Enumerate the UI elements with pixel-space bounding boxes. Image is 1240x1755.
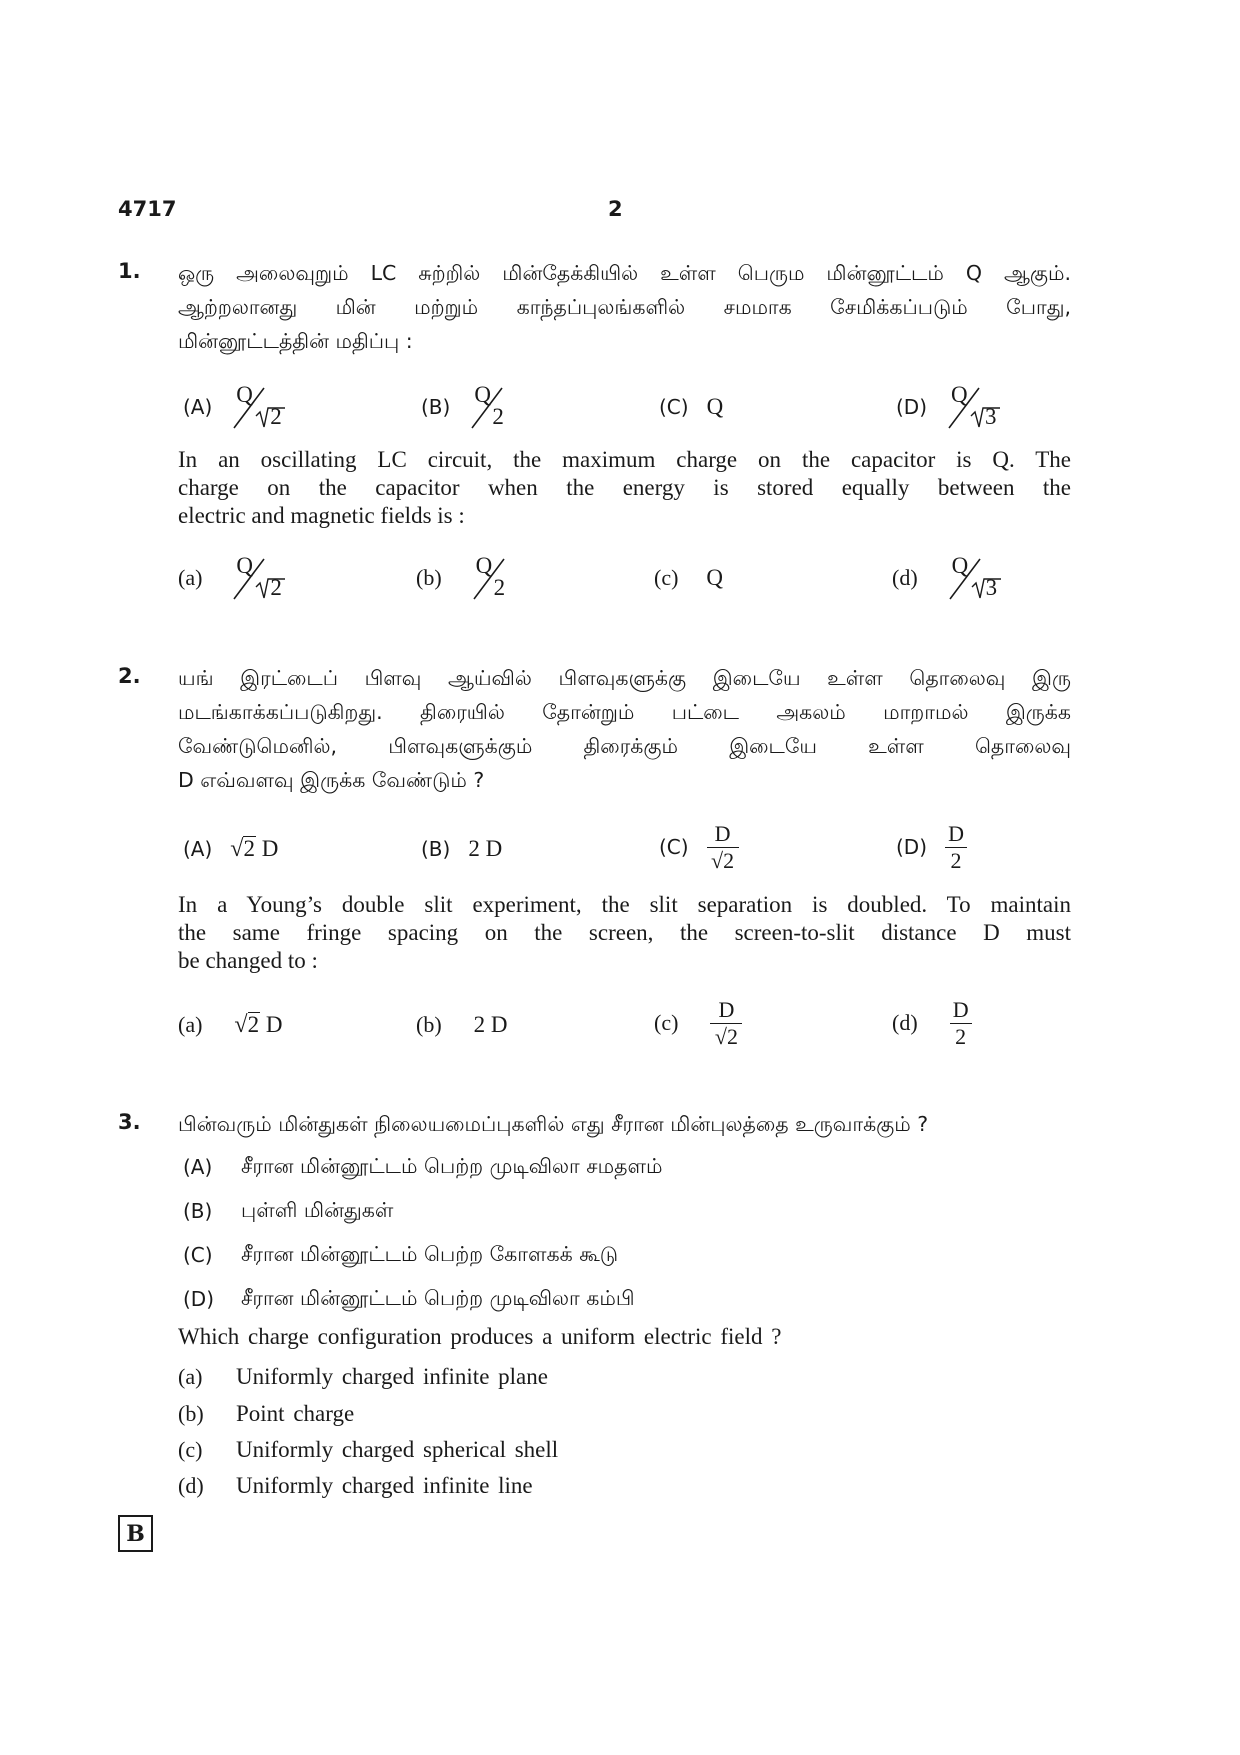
vertical-fraction: D √2: [710, 998, 742, 1049]
option-label: (a): [178, 1012, 203, 1037]
text-line: வேண்டுமெனில், பிளவுகளுக்கும் திரைக்கும் இடையே உள்ள தொலைவு: [178, 734, 1071, 758]
option-b[interactable]: [183, 1194, 393, 1228]
option-label: (c): [654, 565, 679, 590]
option-label: (d): [892, 1010, 918, 1035]
option-text: Uniformly charged infinite line: [236, 1473, 533, 1498]
option-label: (D): [896, 835, 928, 859]
option-c[interactable]: [183, 1238, 618, 1272]
option-label: (C): [183, 1243, 213, 1267]
option-d[interactable]: [178, 1469, 533, 1503]
option-d[interactable]: [896, 382, 1003, 432]
option-a[interactable]: [183, 1150, 662, 1184]
text-line: charge on the capacitor when the energy is stored equally between the: [178, 475, 1071, 500]
option-text: Uniformly charged infinite plane: [236, 1364, 548, 1389]
option-b[interactable]: [421, 382, 526, 432]
text-line: மின்னூட்டத்தின் மதிப்பு :: [178, 329, 413, 353]
option-text: புள்ளி மின்துகள்: [241, 1197, 394, 1222]
option-b[interactable]: [178, 1397, 354, 1431]
text-line: ஒரு அலைவுறும் LC சுற்றில் மின்தேக்கியில் உள்ள பெரும மின்னூட்டம் Q ஆகும்.: [178, 261, 1071, 285]
question-1-english: [178, 446, 1071, 530]
option-b[interactable]: [416, 553, 528, 603]
slash-fraction: Q 2: [230, 382, 288, 432]
question-1-tamil: [178, 256, 1071, 358]
question-number: 2.: [118, 664, 141, 688]
text-line: electric and magnetic fields is :: [178, 503, 465, 528]
booklet-series-box: B: [118, 1515, 153, 1552]
option-value: Q: [706, 565, 724, 590]
option-label: (b): [416, 1012, 442, 1037]
option-label: (d): [892, 565, 918, 590]
option-d[interactable]: [892, 553, 1004, 603]
text-line: be changed to :: [178, 948, 318, 973]
slash-fraction: Q 2: [475, 553, 506, 600]
text-line: Which charge configuration produces a uniform electric field ?: [178, 1324, 782, 1349]
question-3-tamil: பின்வரும் மின்துகள் நிலையமைப்புகளில் எது சீரான மின்புலத்தை உருவாக்கும் ?: [178, 1112, 929, 1136]
option-label: (d): [178, 1473, 204, 1498]
option-b[interactable]: [421, 824, 502, 874]
text-line: யங் இரட்டைப் பிளவு ஆய்வில் பிளவுகளுக்கு இடையே உள்ள தொலைவு இரு: [178, 666, 1071, 690]
paper-code: 4717: [118, 197, 177, 221]
option-value: 2 D: [468, 836, 503, 861]
question-2-english: [178, 891, 1071, 975]
text-line: மடங்காக்கப்படுகிறது. திரையில் தோன்றும் பட்டை அகலம் மாறாமல் இருக்க: [178, 700, 1071, 724]
option-c[interactable]: [659, 822, 739, 872]
option-c[interactable]: [659, 382, 723, 432]
option-label: (D): [896, 395, 928, 419]
option-d[interactable]: [183, 1282, 635, 1316]
text-line: D எவ்வளவு இருக்க வேண்டும் ?: [178, 768, 485, 792]
option-label: (C): [659, 395, 689, 419]
option-label: (c): [178, 1437, 203, 1462]
option-label: (B): [421, 837, 451, 861]
option-label: (b): [416, 565, 442, 590]
text-line: In an oscillating LC circuit, the maximum charge on the capacitor is Q. The: [178, 447, 1071, 472]
option-a[interactable]: [183, 382, 288, 432]
option-d[interactable]: [896, 822, 967, 872]
question-2-tamil: [178, 661, 1071, 797]
option-label: (b): [178, 1401, 204, 1426]
option-c[interactable]: [178, 1433, 558, 1467]
root-expression: √ 2 D: [230, 836, 279, 862]
option-text: Point charge: [236, 1401, 355, 1426]
option-label: (A): [183, 1155, 213, 1179]
option-text: சீரான மின்னூட்டம் பெற்ற முடிவிலா கம்பி: [241, 1285, 635, 1310]
option-label: (A): [183, 837, 213, 861]
question-number: 1.: [118, 259, 141, 283]
option-label: (a): [178, 565, 203, 590]
slash-fraction: Q 3: [945, 382, 1003, 432]
option-label: (c): [654, 1010, 679, 1035]
text-line: In a Young’s double slit experiment, the slit separation is doubled. To maintain: [178, 892, 1071, 917]
option-b[interactable]: [416, 1000, 508, 1050]
option-d[interactable]: [892, 998, 972, 1048]
vertical-fraction: D 2: [950, 998, 972, 1049]
option-label: (B): [421, 395, 451, 419]
vertical-fraction: D 2: [945, 822, 967, 873]
option-a[interactable]: [178, 553, 288, 603]
option-value: Q: [706, 394, 724, 419]
text-line: ஆற்றலானது மின் மற்றும் காந்தப்புலங்களில் சமமாக சேமிக்கப்படும் போது,: [178, 295, 1071, 319]
text-line: the same fringe spacing on the screen, the screen-to-slit distance D must: [178, 920, 1071, 945]
question-3-english: [178, 1323, 1071, 1351]
option-c[interactable]: [654, 553, 723, 603]
option-label: (a): [178, 1364, 203, 1389]
option-label: (A): [183, 395, 213, 419]
option-text: சீரான மின்னூட்டம் பெற்ற முடிவிலா சமதளம்: [241, 1153, 663, 1178]
vertical-fraction: D √2: [707, 822, 739, 873]
question-number: 3.: [118, 1110, 141, 1134]
option-a[interactable]: [178, 1360, 548, 1394]
option-text: Uniformly charged spherical shell: [236, 1437, 559, 1462]
option-c[interactable]: [654, 998, 742, 1048]
option-value: 2 D: [473, 1012, 508, 1037]
slash-fraction: Q 2: [474, 382, 504, 429]
option-a[interactable]: [183, 824, 278, 874]
option-label: (B): [183, 1199, 213, 1223]
page-number: 2: [608, 197, 623, 221]
slash-fraction: Q 2: [230, 553, 288, 603]
option-label: (C): [659, 835, 689, 859]
slash-fraction: Q 3: [946, 553, 1004, 603]
option-label: (D): [183, 1287, 215, 1311]
option-a[interactable]: [178, 1000, 282, 1050]
root-expression: √ 2 D: [234, 1012, 283, 1038]
option-text: சீரான மின்னூட்டம் பெற்ற கோளகக் கூடு: [241, 1241, 619, 1266]
